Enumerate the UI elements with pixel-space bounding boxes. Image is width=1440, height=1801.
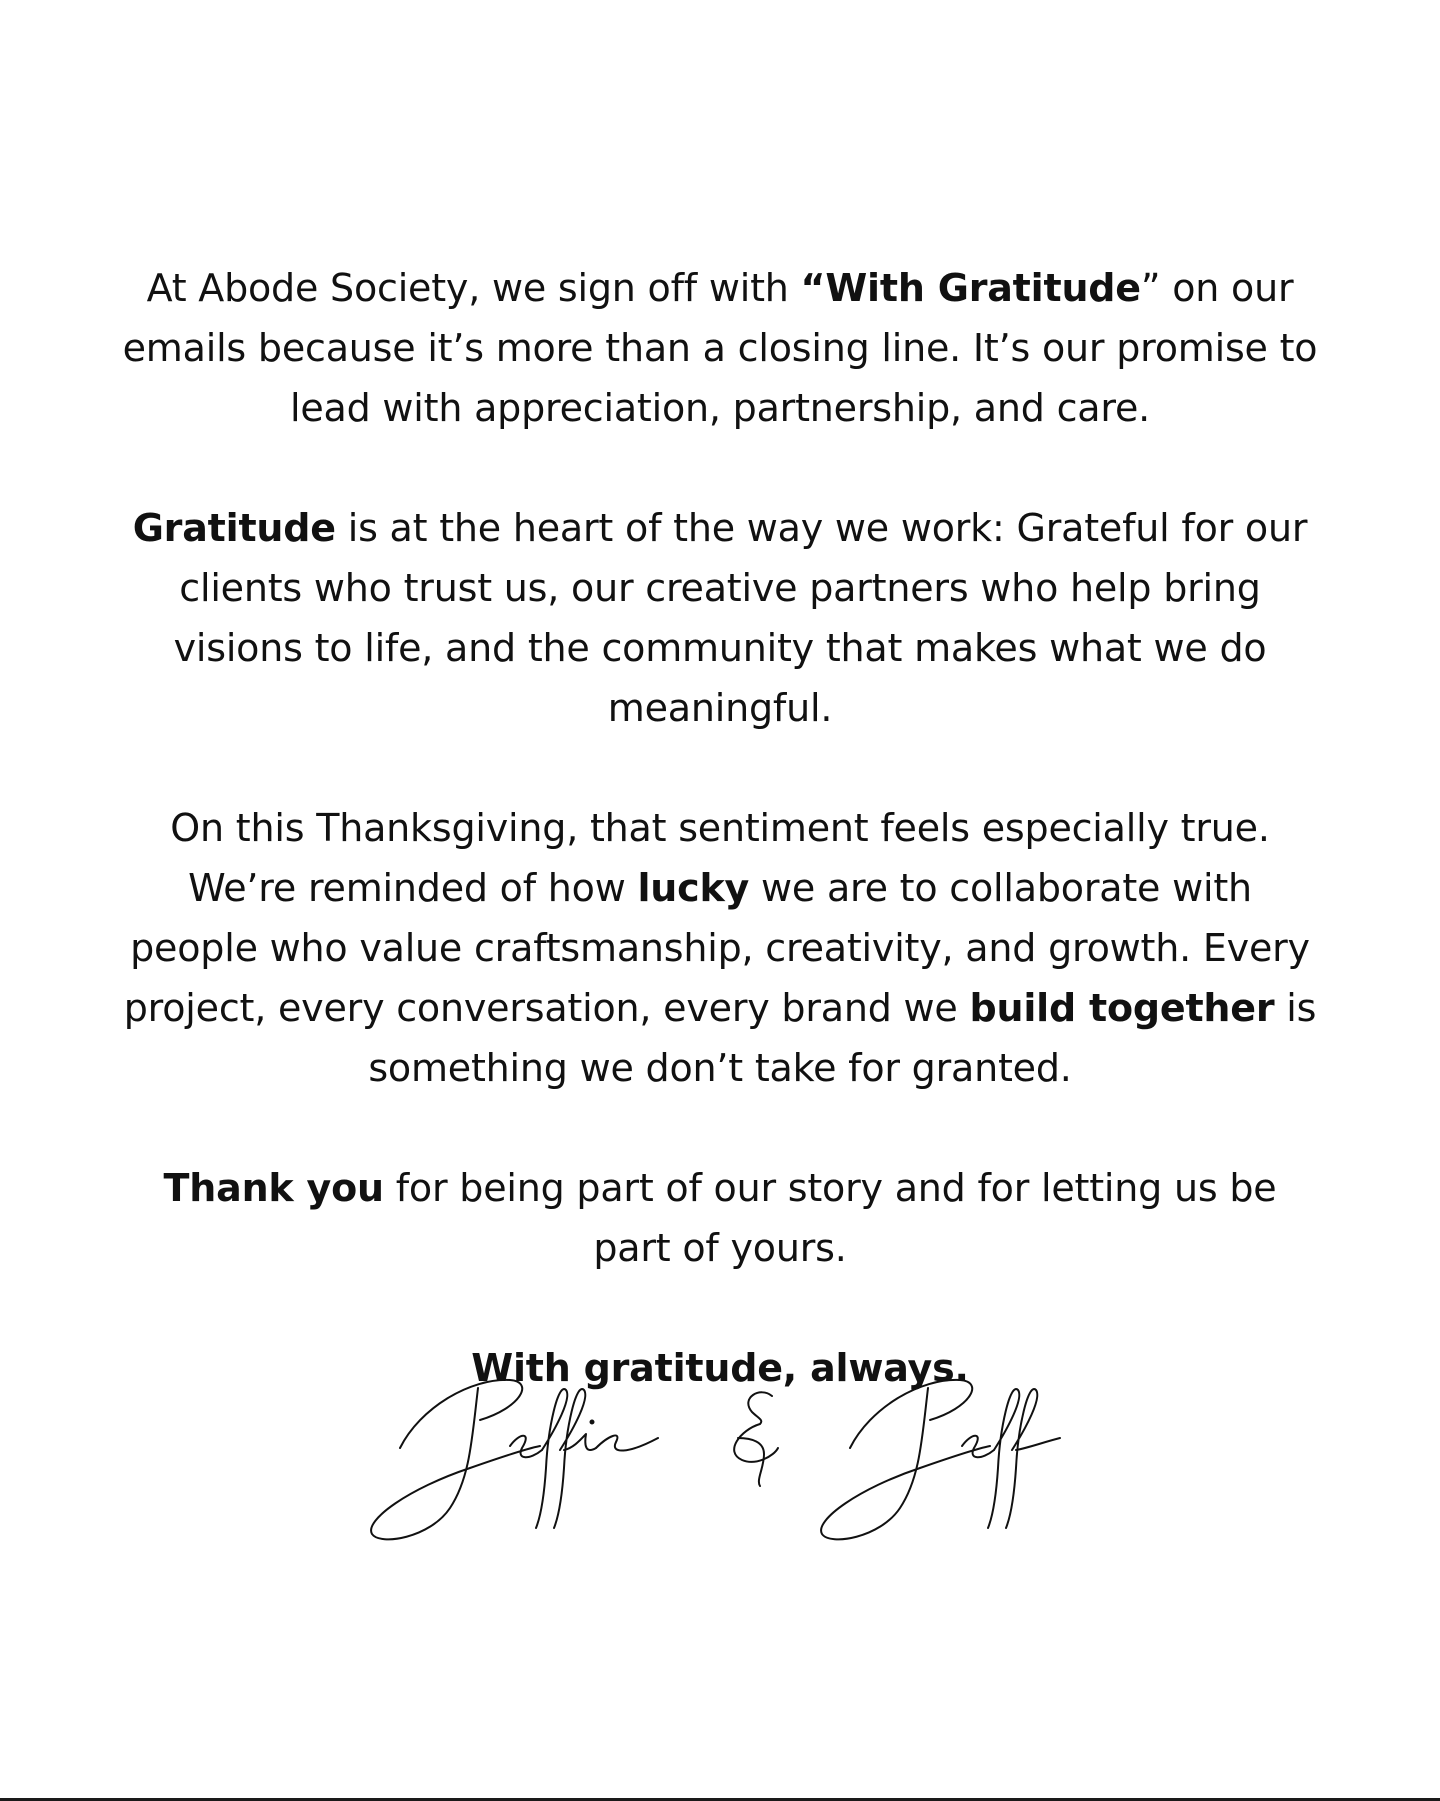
thanksgiving-text-1: On this Thanksgiving, that sentiment feels especially true. We’re reminded of how: [170, 806, 1270, 910]
thanksgiving-bold-build-together: build together: [969, 986, 1275, 1030]
gratitude-text: is at the heart of the way we work: Grateful for our clients who trust us, our creative partners who help bring visions to life, and the community that makes what we do meaningful.: [173, 506, 1308, 730]
intro-text-1: At Abode Society, we sign off with: [146, 266, 801, 310]
thanksgiving-text-3: is something we don’t take for granted.: [368, 986, 1317, 1090]
thank-you-text: for being part of our story and for letting us be part of yours.: [383, 1166, 1277, 1270]
signature: [360, 1368, 1080, 1548]
paragraph-thanksgiving: [120, 798, 1320, 1098]
signature-jessie-and-jess-icon: [360, 1368, 1080, 1548]
thank-you-bold: Thank you: [163, 1166, 384, 1210]
paragraph-thank-you: [120, 1158, 1320, 1278]
gratitude-bold: Gratitude: [132, 506, 336, 550]
thanksgiving-bold-lucky: lucky: [637, 866, 750, 910]
paragraph-gratitude: [120, 498, 1320, 738]
paragraph-intro: [120, 258, 1320, 438]
intro-bold-with-gratitude: “With Gratitude: [800, 266, 1141, 310]
thanksgiving-text-2: we are to collaborate with people who value craftsmanship, creativity, and growth. Every project, every conversation, every brand we: [123, 866, 1310, 1030]
letter-body: [120, 258, 1320, 1398]
closing-line: With gratitude, always.: [471, 1346, 969, 1390]
intro-text-2: ” on our emails because it’s more than a closing line. It’s our promise to lead with appreciation, partnership, and care.: [122, 266, 1318, 430]
